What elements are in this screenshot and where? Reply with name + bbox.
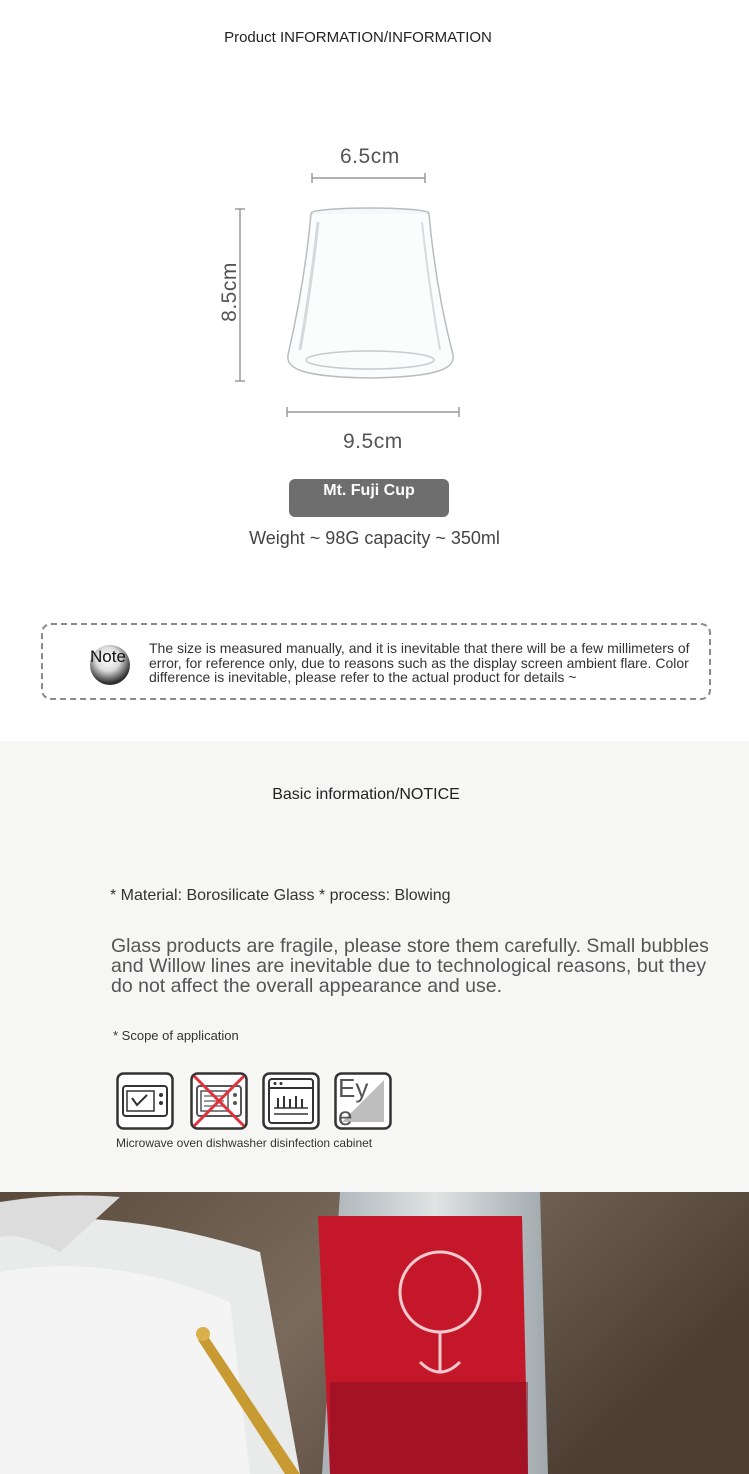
material-line: * Material: Borosilicate Glass * process: Blowing (110, 887, 451, 904)
note-label: Note (90, 647, 126, 666)
fragile-notice: Glass products are fragile, please store them carefully. Small bubbles and Willow lines are inevitable due to technological reasons, but they do not affect the overall appearance and use. (111, 935, 709, 997)
dimension-line-bottom (287, 407, 459, 417)
fuji-cup-illustration (288, 208, 453, 378)
basic-info-heading: Basic information/NOTICE (272, 786, 460, 803)
product-info-heading: Product INFORMATION/INFORMATION (224, 29, 492, 46)
weight-capacity-line: Weight ~ 98G capacity ~ 350ml (249, 528, 500, 548)
microwave-icon (116, 1072, 174, 1130)
note-text: The size is measured manually, and it is inevitable that there will be a few millimeters of error, for reference only, due to reasons such as the display screen ambient flare. Color difference is inevitable, please refer to the actual product for details ~ (149, 640, 690, 685)
dimension-label-bottom: 9.5cm (343, 430, 403, 453)
product-photo (0, 1192, 749, 1474)
basic-info-section (0, 741, 749, 1192)
dimension-label-left: 8.5cm (218, 262, 241, 322)
dishwasher-icon (262, 1072, 320, 1130)
dimension-label-top: 6.5cm (340, 145, 400, 168)
disinfection-icon-text: Eye (338, 1073, 369, 1131)
oven-icon (190, 1072, 248, 1130)
product-name-badge: Mt. Fuji Cup (289, 479, 449, 517)
usage-icons-caption: Microwave oven dishwasher disinfection cabinet (116, 1136, 373, 1150)
dimension-line-top (312, 173, 425, 183)
note-box (41, 623, 711, 700)
scope-label: * Scope of application (113, 1028, 239, 1043)
usage-icons (116, 1072, 416, 1132)
disinfection-cabinet-icon (334, 1072, 392, 1130)
